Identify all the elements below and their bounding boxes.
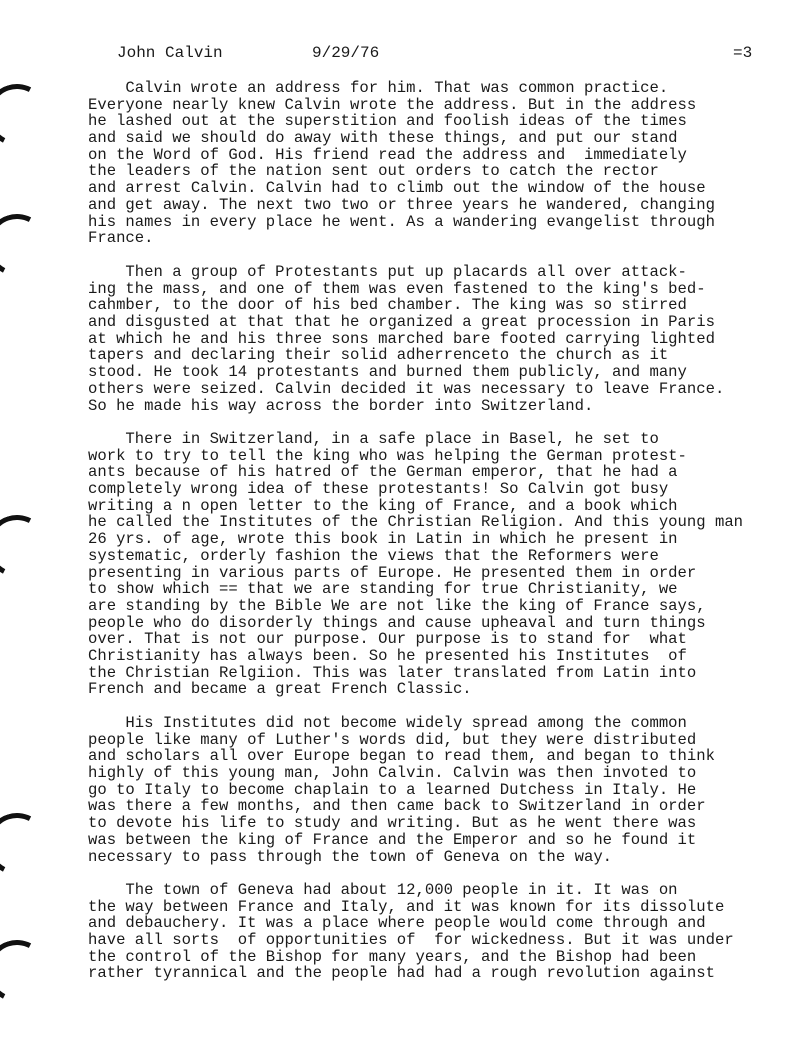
text-line: work to try to tell the king who was helping the German protest-	[88, 446, 687, 465]
text-line: Calvin wrote an address for him. That was common practice.	[88, 79, 669, 97]
text-line: Christianity has always been. So he presented his Institutes of	[88, 646, 687, 665]
punch-hole-mark	[0, 76, 56, 154]
text-line: he lashed out at the superstition and foolish ideas of the times	[88, 112, 687, 131]
text-line: the way between France and Italy, and it was known for its dissolute	[88, 897, 725, 916]
text-line: rather tyrannical and the people had had a rough revolution against	[88, 964, 715, 983]
text-line: and arrest Calvin. Calvin had to climb out the window of the house	[88, 179, 706, 198]
text-line: completely wrong idea of these protestants! So Calvin got busy	[88, 480, 669, 499]
text-line: to show which == that we are standing for true Christianity, we	[88, 580, 678, 599]
text-line: ants because of his hatred of the German emperor, that he had a	[88, 463, 678, 482]
document-date: 9/29/76	[312, 44, 380, 62]
text-line: So he made his way across the border into Switzerland.	[88, 396, 594, 415]
punch-hole-mark	[0, 206, 56, 284]
text-line: and debauchery. It was a place where people would come through and	[88, 914, 706, 933]
text-line: are standing by the Bible We are not like the king of France says,	[88, 596, 706, 615]
punch-hole-mark	[0, 805, 56, 883]
text-line: systematic, orderly fashion the views that the Reformers were	[88, 546, 659, 565]
text-line: and get away. The next two two or three years he wandered, changing	[88, 195, 715, 214]
text-line: cahmber, to the door of his bed chamber. The king was so stirred	[88, 296, 687, 315]
text-line: The town of Geneva had about 12,000 people in it. It was on	[88, 881, 678, 899]
text-line: His Institutes did not become widely spread among the common	[88, 714, 687, 732]
text-line: the control of the Bishop for many years, and the Bishop had been	[88, 947, 697, 966]
text-line: There in Switzerland, in a safe place in Basel, he set to	[88, 430, 659, 448]
text-line: French and became a great French Classic.	[88, 680, 472, 699]
author-name: John Calvin	[117, 44, 223, 62]
text-line: France.	[88, 229, 154, 248]
text-line: and disgusted at that that he organized a great procession in Paris	[88, 313, 715, 332]
text-line: people who do disorderly things and cause upheaval and turn things	[88, 613, 706, 632]
text-line: the Christian Relgiion. This was later translated from Latin into	[88, 663, 697, 682]
text-line: presenting in various parts of Europe. He presented them in order	[88, 563, 697, 582]
text-line: and scholars all over Europe began to read them, and began to think	[88, 747, 715, 766]
paragraph-4	[88, 715, 798, 865]
text-line: and said we should do away with these things, and put our stand	[88, 129, 678, 148]
paragraph-5	[88, 882, 798, 982]
page-number: =3	[733, 44, 753, 62]
text-line: his names in every place he went. As a wandering evangelist through	[88, 212, 715, 231]
paragraph-1	[88, 80, 798, 247]
text-line: ing the mass, and one of them was even fastened to the king's bed-	[88, 279, 706, 298]
text-line: the leaders of the nation sent out orders to catch the rector	[88, 162, 659, 181]
text-line: on the Word of God. His friend read the address and immediately	[88, 145, 687, 164]
text-line: was there a few months, and then came back to Switzerland in order	[88, 797, 706, 816]
text-line: at which he and his three sons marched bare footed carrying lighted	[88, 329, 715, 348]
text-line: was between the king of France and the Emperor and so he found it	[88, 830, 697, 849]
paragraph-2	[88, 264, 798, 414]
text-line: stood. He took 14 protestants and burned them publicly, and many	[88, 363, 687, 382]
text-line: others were seized. Calvin decided it was necessary to leave France.	[88, 379, 725, 398]
text-line: over. That is not our purpose. Our purpose is to stand for what	[88, 630, 687, 649]
text-line: go to Italy to become chaplain to a learned Dutchess in Italy. He	[88, 780, 697, 799]
text-line: have all sorts of opportunities of for wickedness. But it was under	[88, 931, 734, 950]
text-line: people like many of Luther's words did, but they were distributed	[88, 730, 697, 749]
punch-hole-mark	[0, 932, 56, 1010]
text-line: to devote his life to study and writing. But as he went there was	[88, 814, 697, 833]
text-line: Then a group of Protestants put up placards all over attack-	[88, 263, 687, 281]
text-line: writing a n open letter to the king of France, and a book which	[88, 496, 678, 515]
page-header	[0, 44, 804, 66]
text-line: necessary to pass through the town of Geneva on the way.	[88, 847, 613, 866]
text-line: Everyone nearly knew Calvin wrote the address. But in the address	[88, 95, 697, 114]
paragraph-3	[88, 431, 798, 698]
punch-hole-mark	[0, 507, 56, 585]
text-line: 26 yrs. of age, wrote this book in Latin in which he present in	[88, 530, 678, 549]
text-line: tapers and declaring their solid adherrenceto the church as it	[88, 346, 669, 365]
text-line: he called the Institutes of the Christian Religion. And this young man	[88, 513, 744, 532]
text-line: highly of this young man, John Calvin. Calvin was then invoted to	[88, 764, 697, 783]
